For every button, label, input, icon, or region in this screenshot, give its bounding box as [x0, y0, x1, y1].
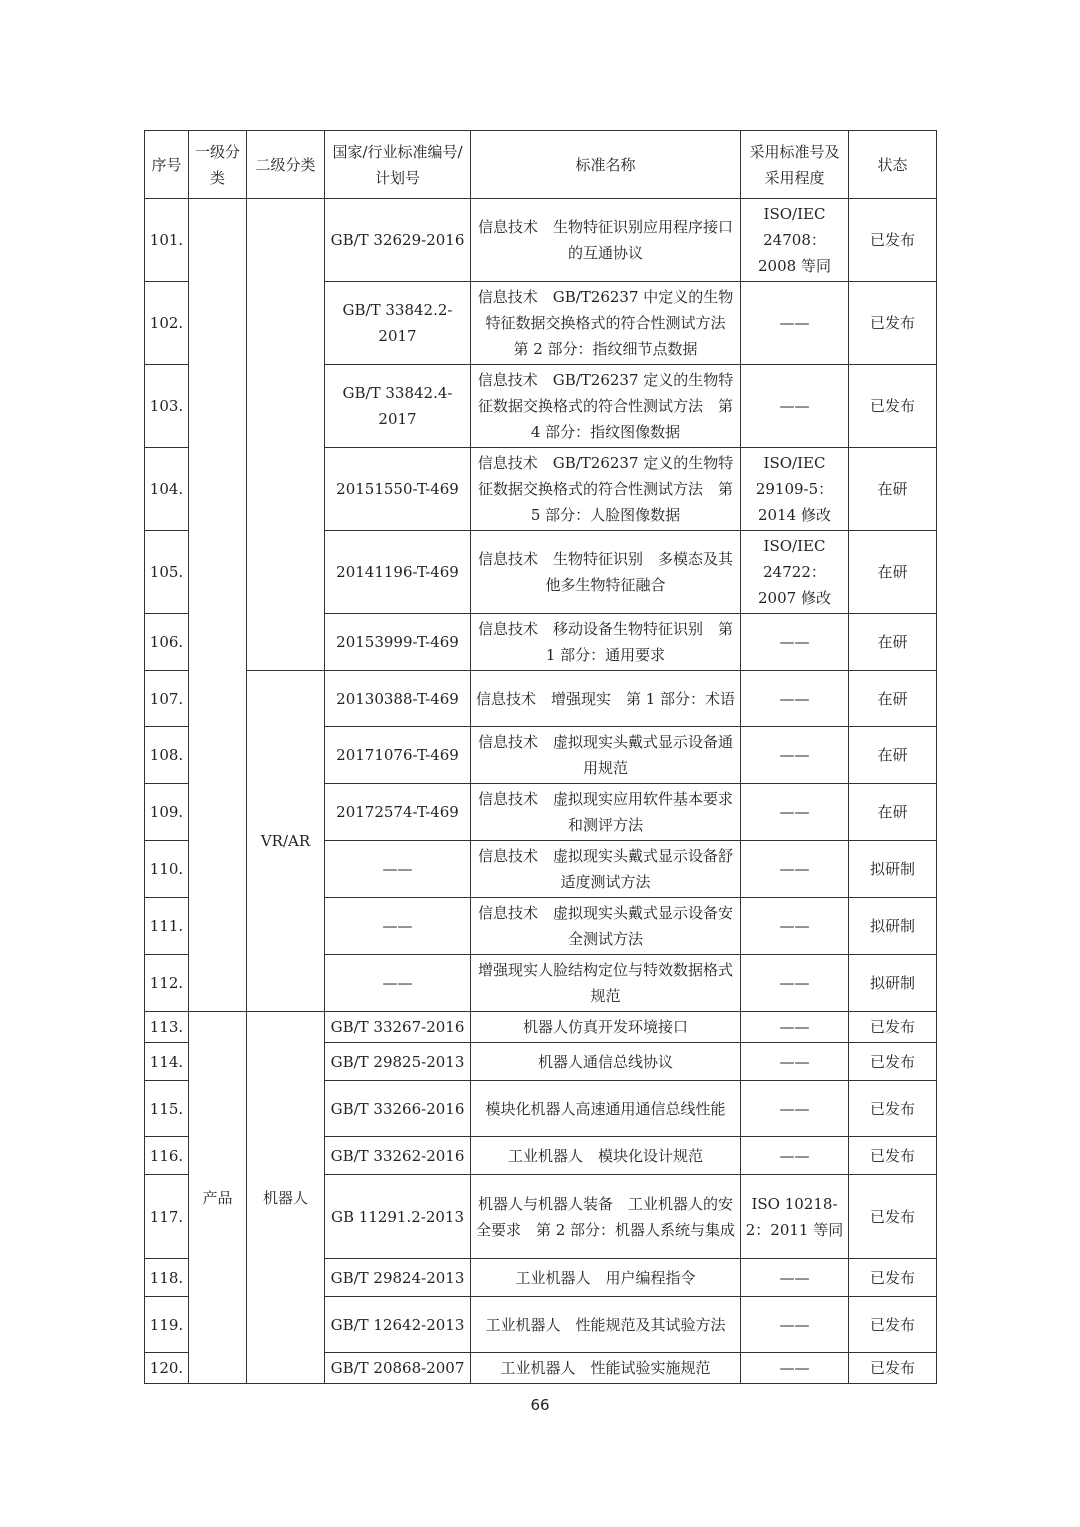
standard-name: 信息技术 GB/T26237 中定义的生物特征数据交换格式的符合性测试方法 第 2 部分：指纹细节点数据: [471, 282, 741, 365]
cat2-robot: 机器人: [247, 1012, 325, 1384]
status: 已发布: [849, 1297, 937, 1353]
adoption: ——: [741, 282, 849, 365]
standard-code: 20171076-T-469: [325, 727, 471, 784]
standard-name: 工业机器人 性能试验实施规范: [471, 1353, 741, 1384]
status: 已发布: [849, 1043, 937, 1081]
row-number: 108.: [145, 727, 189, 784]
status: 已发布: [849, 1175, 937, 1259]
status: 在研: [849, 448, 937, 531]
standard-name: 机器人通信总线协议: [471, 1043, 741, 1081]
status: 在研: [849, 531, 937, 614]
standard-name: 信息技术 生物特征识别应用程序接口的互通协议: [471, 199, 741, 282]
header-seq: 序号: [145, 131, 189, 199]
status: 拟研制: [849, 841, 937, 898]
header-name: 标准名称: [471, 131, 741, 199]
standard-code: 20141196-T-469: [325, 531, 471, 614]
standard-code: GB/T 33842.2-2017: [325, 282, 471, 365]
row-number: 102.: [145, 282, 189, 365]
adoption: ——: [741, 365, 849, 448]
row-number: 118.: [145, 1259, 189, 1297]
standard-code: 20130388-T-469: [325, 671, 471, 727]
table-row: [145, 1012, 937, 1043]
row-number: 107.: [145, 671, 189, 727]
status: 已发布: [849, 1259, 937, 1297]
adoption: ——: [741, 614, 849, 671]
standard-name: 信息技术 GB/T26237 定义的生物特征数据交换格式的符合性测试方法 第 5 部分：人脸图像数据: [471, 448, 741, 531]
adoption: ISO/IEC 29109-5：2014 修改: [741, 448, 849, 531]
standard-name: 信息技术 虚拟现实头戴式显示设备舒适度测试方法: [471, 841, 741, 898]
standard-code: GB/T 32629-2016: [325, 199, 471, 282]
adoption: ——: [741, 671, 849, 727]
header-adopt: 采用标准号及采用程度: [741, 131, 849, 199]
standard-code: 20151550-T-469: [325, 448, 471, 531]
cat1-cell-empty: [189, 199, 247, 1012]
adoption: ——: [741, 1012, 849, 1043]
status: 已发布: [849, 1012, 937, 1043]
adoption: ——: [741, 1259, 849, 1297]
row-number: 111.: [145, 898, 189, 955]
standard-name: 信息技术 虚拟现实应用软件基本要求和测评方法: [471, 784, 741, 841]
standard-name: 机器人与机器人装备 工业机器人的安全要求 第 2 部分：机器人系统与集成: [471, 1175, 741, 1259]
standard-name: 信息技术 增强现实 第 1 部分：术语: [471, 671, 741, 727]
header-status: 状态: [849, 131, 937, 199]
status: 已发布: [849, 365, 937, 448]
row-number: 109.: [145, 784, 189, 841]
status: 已发布: [849, 1081, 937, 1137]
header-code: 国家/行业标准编号/计划号: [325, 131, 471, 199]
standard-code: GB/T 29824-2013: [325, 1259, 471, 1297]
standard-code: GB/T 33267-2016: [325, 1012, 471, 1043]
row-number: 105.: [145, 531, 189, 614]
row-number: 116.: [145, 1137, 189, 1175]
table-header-row: [145, 131, 937, 199]
adoption: ——: [741, 898, 849, 955]
row-number: 110.: [145, 841, 189, 898]
adoption: ——: [741, 727, 849, 784]
cat2-vrar: VR/AR: [247, 671, 325, 1012]
cat1-product: 产品: [189, 1012, 247, 1384]
adoption: ——: [741, 1353, 849, 1384]
row-number: 106.: [145, 614, 189, 671]
row-number: 114.: [145, 1043, 189, 1081]
adoption: ——: [741, 1297, 849, 1353]
standard-code: GB/T 33262-2016: [325, 1137, 471, 1175]
status: 在研: [849, 727, 937, 784]
adoption: ——: [741, 955, 849, 1012]
standard-code: 20153999-T-469: [325, 614, 471, 671]
header-cat1: 一级分类: [189, 131, 247, 199]
adoption: ——: [741, 1081, 849, 1137]
standard-name: 信息技术 GB/T26237 定义的生物特征数据交换格式的符合性测试方法 第 4 部分：指纹图像数据: [471, 365, 741, 448]
status: 在研: [849, 784, 937, 841]
standard-code: 20172574-T-469: [325, 784, 471, 841]
standard-code: ——: [325, 898, 471, 955]
row-number: 113.: [145, 1012, 189, 1043]
standard-name: 信息技术 虚拟现实头戴式显示设备安全测试方法: [471, 898, 741, 955]
standard-name: 机器人仿真开发环境接口: [471, 1012, 741, 1043]
adoption: ISO 10218-2：2011 等同: [741, 1175, 849, 1259]
row-number: 103.: [145, 365, 189, 448]
status: 已发布: [849, 199, 937, 282]
table-row: [145, 199, 937, 282]
standard-code: ——: [325, 955, 471, 1012]
status: 在研: [849, 614, 937, 671]
standard-code: GB/T 33266-2016: [325, 1081, 471, 1137]
page-number: 66: [530, 1396, 550, 1414]
row-number: 112.: [145, 955, 189, 1012]
standard-name: 信息技术 移动设备生物特征识别 第 1 部分：通用要求: [471, 614, 741, 671]
adoption: ——: [741, 841, 849, 898]
standard-code: GB/T 12642-2013: [325, 1297, 471, 1353]
adoption: ISO/IEC 24722：2007 修改: [741, 531, 849, 614]
standard-name: 模块化机器人高速通用通信总线性能: [471, 1081, 741, 1137]
row-number: 120.: [145, 1353, 189, 1384]
adoption: ——: [741, 784, 849, 841]
status: 拟研制: [849, 898, 937, 955]
row-number: 101.: [145, 199, 189, 282]
standard-code: GB/T 20868-2007: [325, 1353, 471, 1384]
standard-name: 工业机器人 性能规范及其试验方法: [471, 1297, 741, 1353]
cat2-cell-empty: [247, 199, 325, 671]
standard-code: GB/T 29825-2013: [325, 1043, 471, 1081]
standard-name: 信息技术 虚拟现实头戴式显示设备通用规范: [471, 727, 741, 784]
row-number: 115.: [145, 1081, 189, 1137]
adoption: ISO/IEC 24708：2008 等同: [741, 199, 849, 282]
row-number: 119.: [145, 1297, 189, 1353]
standard-name: 工业机器人 模块化设计规范: [471, 1137, 741, 1175]
standard-name: 信息技术 生物特征识别 多模态及其他多生物特征融合: [471, 531, 741, 614]
standards-table: [144, 130, 937, 1384]
table-row: [145, 671, 937, 727]
status: 已发布: [849, 1137, 937, 1175]
standard-name: 工业机器人 用户编程指令: [471, 1259, 741, 1297]
standard-code: GB 11291.2-2013: [325, 1175, 471, 1259]
status: 拟研制: [849, 955, 937, 1012]
adoption: ——: [741, 1137, 849, 1175]
standard-code: GB/T 33842.4-2017: [325, 365, 471, 448]
standard-name: 增强现实人脸结构定位与特效数据格式规范: [471, 955, 741, 1012]
status: 已发布: [849, 1353, 937, 1384]
status: 在研: [849, 671, 937, 727]
row-number: 117.: [145, 1175, 189, 1259]
status: 已发布: [849, 282, 937, 365]
standard-code: ——: [325, 841, 471, 898]
adoption: ——: [741, 1043, 849, 1081]
header-cat2: 二级分类: [247, 131, 325, 199]
row-number: 104.: [145, 448, 189, 531]
